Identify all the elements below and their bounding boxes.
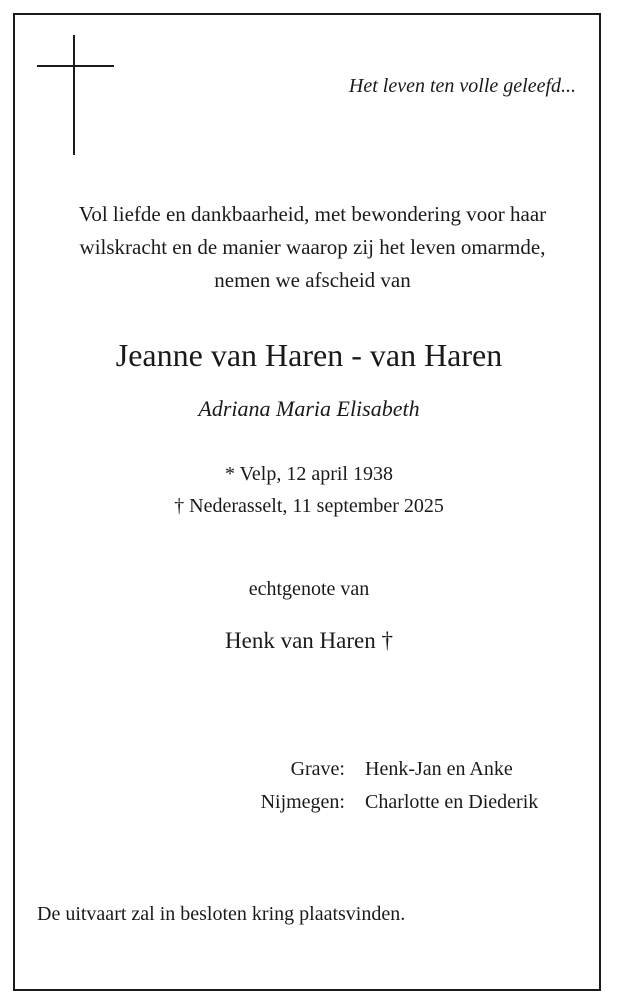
intro-text — [0, 198, 625, 297]
cross-icon-bar — [37, 65, 114, 67]
spouse-label: echtgenote van — [248, 578, 370, 600]
spouse-name: Henk van Haren † — [225, 628, 393, 653]
closing-text: De uitvaart zal in besloten kring plaatsvinden. — [37, 903, 406, 925]
intro-line: wilskracht en de manier waarop zij het leven omarmde, — [79, 235, 546, 259]
family-row — [0, 791, 625, 824]
life-dates — [0, 458, 618, 522]
birth-date: * Velp, 12 april 1938 — [225, 463, 393, 485]
intro-line: Vol liefde en dankbaarheid, met bewondering voor haar — [78, 202, 547, 226]
family-list — [0, 758, 625, 824]
family-names: Henk-Jan en Anke — [365, 758, 513, 780]
intro-line: nemen we afscheid van — [214, 268, 411, 292]
family-row — [0, 758, 625, 791]
family-place: Grave: — [290, 758, 345, 780]
family-names: Charlotte en Diederik — [365, 791, 539, 813]
motto: Het leven ten volle geleefd... — [348, 75, 576, 97]
deceased-name: Jeanne van Haren - van Haren — [115, 337, 503, 373]
deceased-given-names: Adriana Maria Elisabeth — [198, 396, 420, 421]
cross-icon — [73, 35, 75, 155]
family-place: Nijmegen: — [260, 791, 345, 813]
death-date: † Nederasselt, 11 september 2025 — [174, 495, 444, 517]
